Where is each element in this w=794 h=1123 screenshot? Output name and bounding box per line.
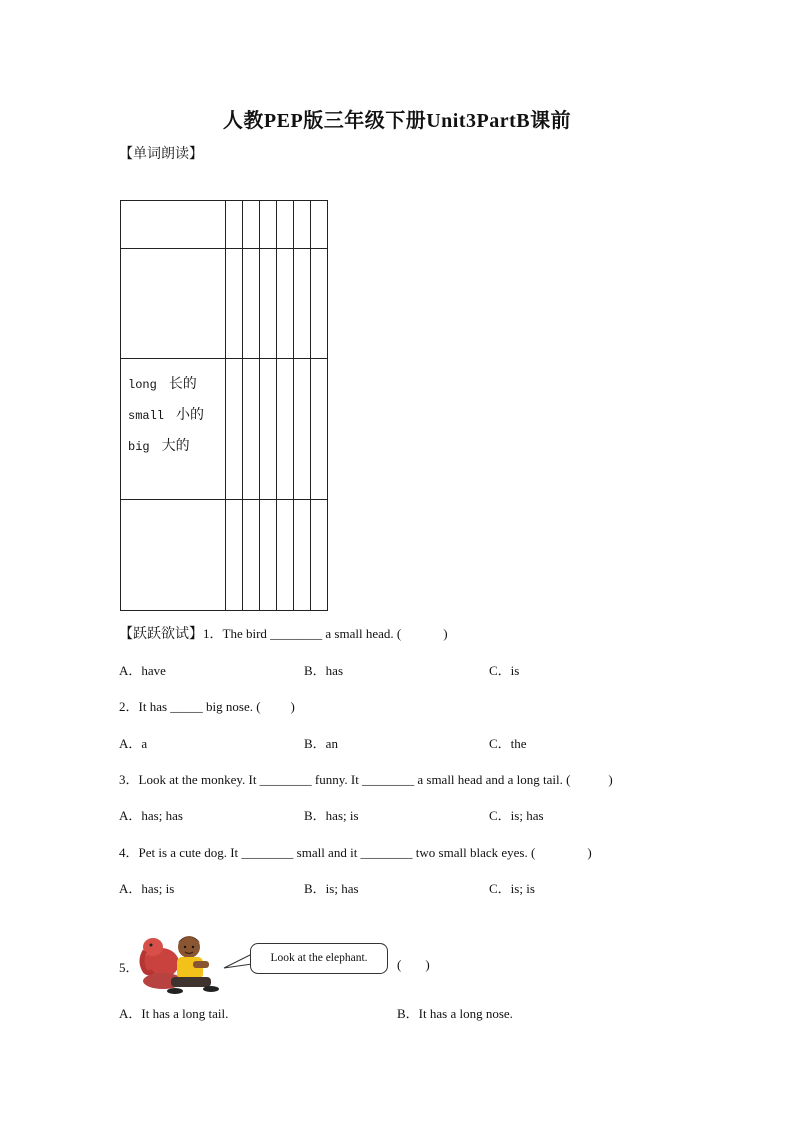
- table-cell: [121, 249, 226, 359]
- table-row: [121, 359, 328, 500]
- option-b: B．an: [304, 736, 338, 751]
- question-text: 3．Look at the monkey. It ________ funny. It ________ a small head and a long tail. (: [119, 772, 571, 787]
- word-list-cell: [121, 359, 226, 500]
- vocab-section-label: 【单词朗读】: [119, 147, 203, 162]
- question-text: 4．Pet is a cute dog. It ________ small and it ________ two small black eyes. (: [119, 845, 536, 860]
- word-item-big: [121, 435, 225, 466]
- quiz-section-label: 【跃跃欲试】: [119, 627, 203, 642]
- question-3: [119, 769, 613, 788]
- word-english: small: [128, 409, 165, 423]
- option-b: B．is; has: [304, 881, 359, 896]
- option-a: A．has; is: [119, 881, 175, 896]
- table-cell: [121, 201, 226, 249]
- word-english: big: [128, 440, 150, 454]
- vocab-table: [120, 200, 328, 611]
- answer-paren-open: (: [397, 957, 402, 972]
- table-cell: [121, 500, 226, 611]
- option-a: A．have: [119, 663, 166, 678]
- word-item-long: [121, 373, 225, 404]
- word-english: long: [128, 378, 157, 392]
- question-text: 1．The bird ________ a small head. (: [203, 626, 402, 641]
- word-chinese: 长的: [168, 377, 197, 392]
- question-2: [119, 696, 295, 715]
- answer-paren-close: ): [587, 845, 592, 860]
- question-4: [119, 842, 592, 861]
- answer-paren-close: ): [608, 772, 613, 787]
- option-a: A．a: [119, 736, 148, 751]
- table-row: [121, 249, 328, 359]
- option-a: A．It has a long tail.: [119, 1006, 229, 1021]
- table-row: [121, 201, 328, 249]
- page-title: 人教PEP版三年级下册Unit3PartB课前: [222, 110, 572, 132]
- word-chinese: 小的: [176, 408, 205, 423]
- speech-bubble: Look at the elephant.: [250, 943, 388, 974]
- table-row: [121, 500, 328, 611]
- question-5-number: 5．: [119, 960, 139, 975]
- option-c: C．is: [489, 663, 520, 678]
- option-c: C．the: [489, 736, 527, 751]
- answer-paren-close: ): [290, 699, 295, 714]
- question-text: 2．It has _____ big nose. (: [119, 699, 261, 714]
- option-b: B．has: [304, 663, 344, 678]
- question-1: [119, 623, 448, 643]
- word-chinese: 大的: [161, 439, 190, 454]
- question-5-answer: [397, 957, 430, 973]
- boy-with-elephant-illustration: [139, 931, 229, 995]
- option-c: C．is; has: [489, 808, 544, 823]
- answer-paren-close: ): [425, 957, 430, 972]
- option-b: B．has; is: [304, 808, 359, 823]
- word-item-small: [121, 404, 225, 435]
- option-c: C．is; is: [489, 881, 535, 896]
- answer-paren-close: ): [443, 626, 448, 641]
- option-b: B．It has a long nose.: [397, 1006, 513, 1021]
- option-a: A．has; has: [119, 808, 183, 823]
